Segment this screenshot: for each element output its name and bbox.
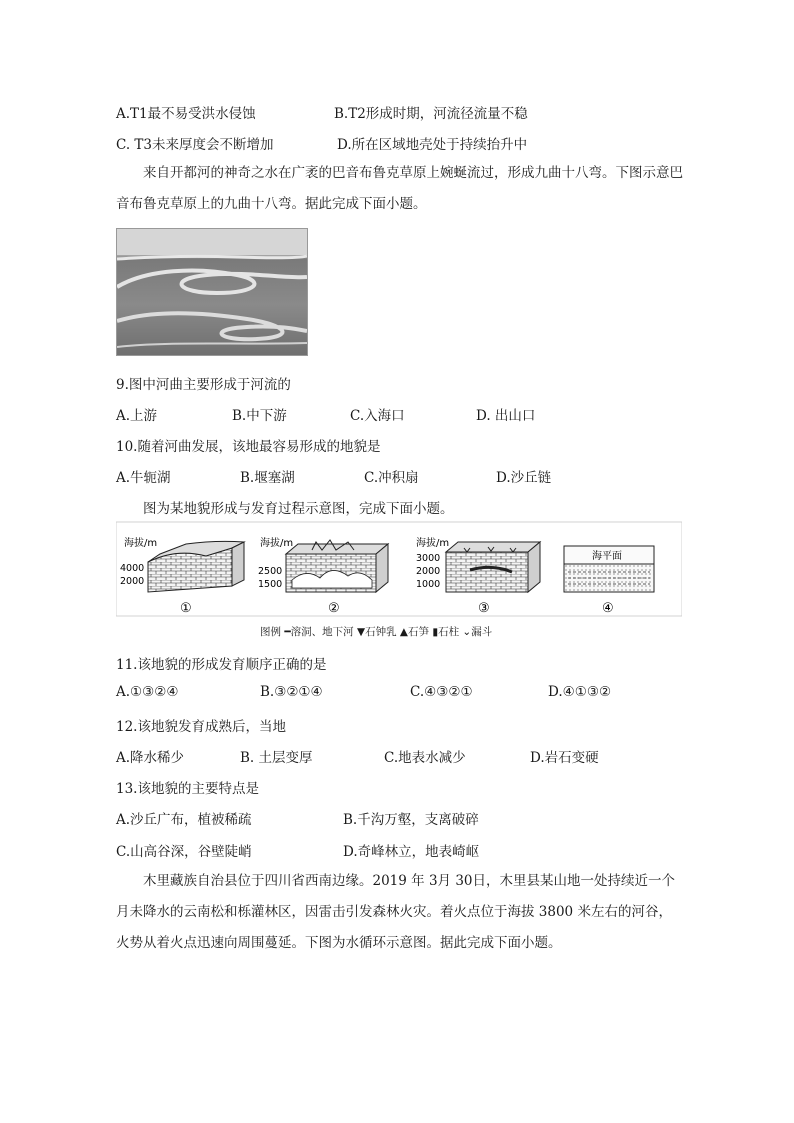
q11-stem: 11.该地貌的形成发育顺序正确的是 — [116, 657, 327, 673]
diagram4-number: ④ — [602, 601, 614, 616]
q11-option-a: A.①③②④ — [116, 684, 179, 700]
q12-option-d: D.岩石变硬 — [530, 750, 599, 766]
diagram3-number: ③ — [478, 601, 490, 616]
q9-option-d: D. 出山口 — [476, 408, 536, 424]
q13-option-d: D.奇峰林立，地表崎岖 — [343, 844, 480, 860]
q12-option-a: A.降水稀少 — [116, 750, 185, 766]
q11-option-d: D.④①③② — [548, 684, 612, 700]
q11-option-b: B.③②①④ — [260, 684, 323, 700]
q10-option-b: B.堰塞湖 — [240, 470, 295, 486]
q8-option-d: D.所在区域地壳处于持续抬升中 — [337, 137, 528, 153]
q9-option-c: C.入海口 — [350, 408, 405, 424]
diagram2-tick-1500: 1500 — [258, 579, 283, 590]
diagram2-tick-2500: 2500 — [258, 566, 283, 577]
q11-option-c: C.④③②① — [410, 684, 473, 700]
q13-stem: 13.该地貌的主要特点是 — [116, 781, 259, 797]
q9-stem: 9.图中河曲主要形成于河流的 — [116, 377, 291, 393]
diagram3-tick-2000: 2000 — [416, 566, 441, 577]
q10-option-a: A.牛轭湖 — [116, 470, 171, 486]
q12-stem: 12.该地貌发育成熟后，当地 — [116, 719, 286, 735]
diagram1-number: ① — [180, 601, 192, 616]
q10-stem: 10.随着河曲发展，该地最容易形成的地貌是 — [116, 439, 381, 455]
diagram3-tick-3000: 3000 — [416, 553, 441, 564]
diagram3-axis-label: 海拔/m — [416, 538, 450, 549]
sea-level-label: 海平面 — [592, 551, 622, 562]
diagram3-tick-1000: 1000 — [416, 579, 441, 590]
diagram1-folded-strata — [148, 541, 244, 592]
q13-option-a: A.沙丘广布，植被稀疏 — [116, 812, 252, 828]
diagram-legend: 图例 ━溶洞、地下河 ▼石钟乳 ▲石笋 ▮石柱 ⌄漏斗 — [260, 626, 493, 638]
q10-option-d: D.沙丘链 — [496, 470, 552, 486]
meander-river-photo — [116, 228, 308, 356]
q9-option-b: B.中下游 — [232, 408, 287, 424]
diagram1-tick-4000: 4000 — [120, 563, 145, 574]
karst-development-diagram — [116, 520, 682, 638]
q8-option-c: C. T3未来厚度会不断增加 — [116, 137, 274, 153]
q9-option-a: A.上游 — [116, 408, 158, 424]
intro-karst-paragraph: 图为某地貌形成与发育过程示意图，完成下面小题。 — [143, 501, 454, 517]
diagram2-number: ② — [328, 601, 340, 616]
q8-option-b: B.T2形成时期，河流径流量不稳 — [334, 106, 528, 122]
diagram2-cave-block — [286, 540, 388, 592]
q12-option-b: B. 土层变厚 — [240, 750, 313, 766]
q8-option-a: A.T1最不易受洪水侵蚀 — [116, 106, 256, 122]
diagram2-axis-label: 海拔/m — [260, 538, 294, 549]
diagram1-axis-label: 海拔/m — [124, 538, 158, 549]
intro-fire-paragraph: 木里藏族自治县位于四川省西南边缘。2019 年 3月 30日，木里县某山地一处持续近一个月未降水的云南松和栎灌林区，因雷击引发森林火灾。着火点位于海拔 3800 米左右的河谷，火势从着火点迅速向周围蔓延。下图为水循环示意图。据此完成下面小题。 — [116, 873, 675, 951]
diagram1-tick-2000: 2000 — [120, 576, 145, 587]
q13-option-c: C.山高谷深，谷壁陡峭 — [116, 844, 252, 860]
q13-option-b: B.千沟万壑，支离破碎 — [343, 812, 479, 828]
diagram3-karst-block — [446, 542, 540, 592]
intro-meander-paragraph: 来自开都河的神奇之水在广袤的巴音布鲁克草原上婉蜒流过，形成九曲十八弯。下图示意巴音布鲁克草原上的九曲十八弯。据此完成下面小题。 — [116, 165, 683, 212]
q10-option-c: C.冲积扇 — [364, 470, 419, 486]
q12-option-c: C.地表水减少 — [384, 750, 466, 766]
